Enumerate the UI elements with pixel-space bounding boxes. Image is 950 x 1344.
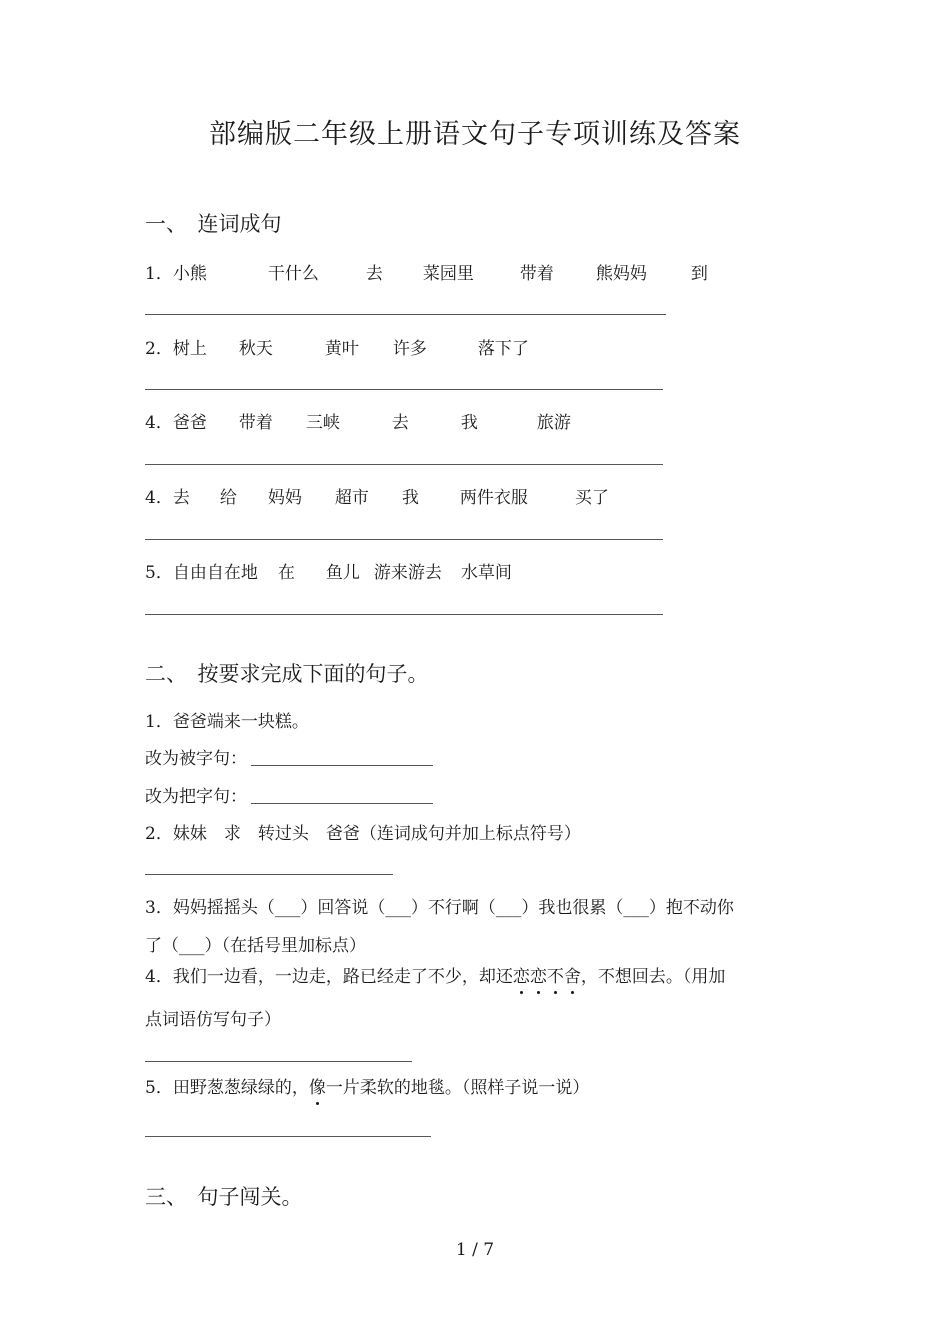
section-1-heading: 一、 连词成句: [145, 212, 282, 236]
page-number: 1 / 7: [455, 1240, 495, 1260]
answer-line[interactable]: [145, 314, 666, 315]
answer-line[interactable]: [145, 614, 663, 615]
answer-line[interactable]: [145, 1136, 431, 1137]
dotted-char: 恋: [512, 967, 530, 987]
s2-question-4-line-2: 点词语仿写句子）: [145, 1010, 281, 1030]
s1-question-4: 4．去 给 妈妈 超市 我 两件衣服 买了: [145, 488, 609, 508]
s2-question-2: 2．妹妹 求 转过头 爸爸（连词成句并加上标点符号）: [145, 824, 581, 844]
s1-question-5: 5．自由自在地 在 鱼儿 游来游去 水草间: [145, 563, 512, 583]
s1-question-1: 1．小熊 干什么 去 菜园里 带着 熊妈妈 到: [145, 264, 708, 284]
section-2-heading: 二、 按要求完成下面的句子。: [145, 662, 429, 686]
s2-question-5: 5．田野葱葱绿绿的，像一片柔软的地毯。（照样子说一说）: [145, 1078, 590, 1098]
s2-question-1a: 改为被字句：: [145, 744, 433, 769]
s2-question-3-line-1: 3．妈妈摇摇头（___）回答说（___）不行啊（___）我也很累（___）抱不动你: [145, 898, 734, 918]
answer-line[interactable]: [145, 539, 663, 540]
dotted-char: 不: [546, 967, 564, 987]
dotted-char: 像: [308, 1078, 326, 1098]
s2-question-3-line-2: 了（___）（在括号里加标点）: [145, 936, 366, 956]
answer-line[interactable]: [145, 1061, 412, 1062]
s1-question-2: 2．树上 秋天 黄叶 许多 落下了: [145, 339, 529, 359]
s2-question-1: 1．爸爸端来一块糕。: [145, 712, 309, 732]
s1-question-3: 4．爸爸 带着 三峡 去 我 旅游: [145, 413, 571, 433]
answer-line[interactable]: [145, 874, 393, 875]
s2-question-4: 4．我们一边看，一边走，路已经走了不少，却还恋恋不舍，不想回去。（用加: [145, 967, 726, 987]
answer-blank[interactable]: [251, 789, 433, 804]
dotted-char: 恋: [529, 967, 547, 987]
answer-line[interactable]: [145, 389, 663, 390]
section-3-heading: 三、 句子闯关。: [145, 1185, 303, 1209]
s2-question-1b: 改为把字句：: [145, 782, 433, 807]
dotted-char: 舍: [563, 967, 581, 987]
answer-blank[interactable]: [251, 751, 433, 766]
page-title: 部编版二年级上册语文句子专项训练及答案: [209, 119, 741, 150]
answer-line[interactable]: [145, 464, 663, 465]
